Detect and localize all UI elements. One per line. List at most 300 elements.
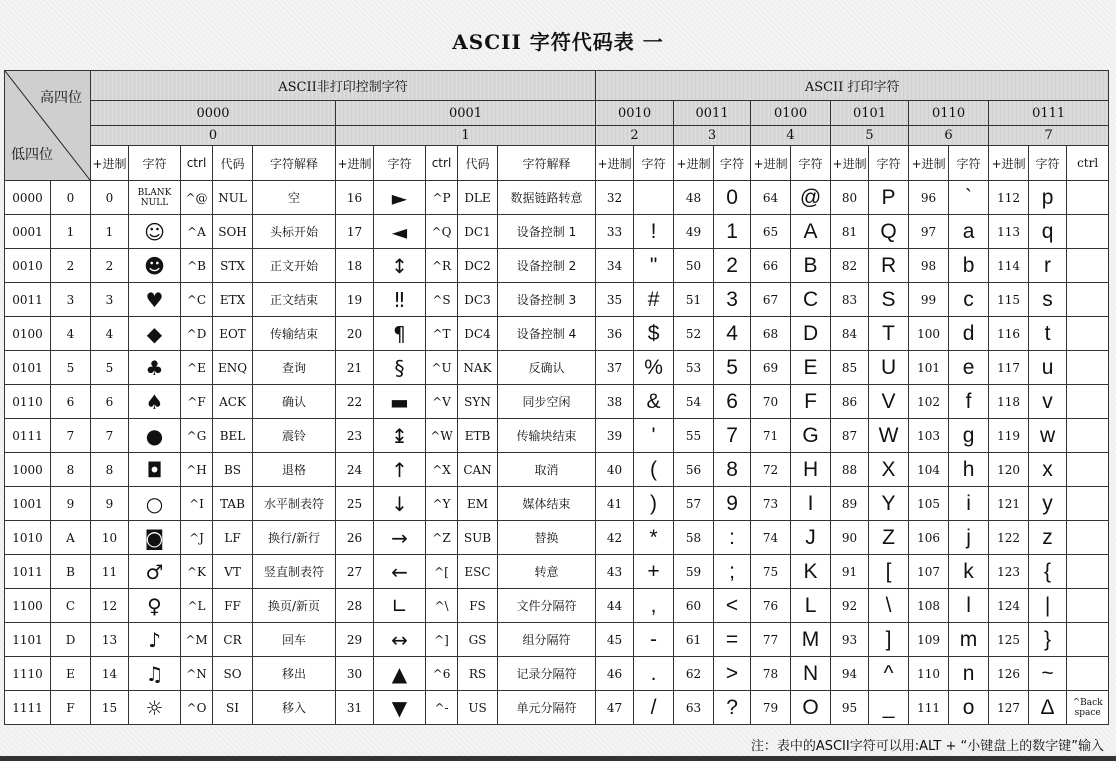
decimal-value: 23 bbox=[336, 419, 374, 453]
low-bits-hex: 1 bbox=[51, 215, 91, 249]
low-bits-binary: 1100 bbox=[5, 589, 51, 623]
printable-char: n bbox=[949, 657, 989, 691]
printable-char: 2 bbox=[714, 249, 751, 283]
decimal-value: 114 bbox=[989, 249, 1029, 283]
decimal-value: 76 bbox=[751, 589, 791, 623]
ctrl-key bbox=[1067, 317, 1109, 351]
control-description: 替换 bbox=[498, 521, 596, 555]
control-code: GS bbox=[458, 623, 498, 657]
decimal-value: 65 bbox=[751, 215, 791, 249]
control-description: 组分隔符 bbox=[498, 623, 596, 657]
control-description: 退格 bbox=[253, 453, 336, 487]
ctrl-key bbox=[1067, 487, 1109, 521]
decimal-value: 88 bbox=[831, 453, 869, 487]
page-title: ASCII 字符代码表 一 bbox=[452, 30, 664, 54]
decimal-value: 36 bbox=[596, 317, 634, 351]
ctrl-key bbox=[1067, 249, 1109, 283]
decimal-value: 113 bbox=[989, 215, 1029, 249]
table-row bbox=[5, 317, 1109, 351]
ctrl-key: ^\ bbox=[426, 589, 458, 623]
printable-char: P bbox=[869, 181, 909, 215]
printable-char: ~ bbox=[1029, 657, 1067, 691]
printable-char: 1 bbox=[714, 215, 751, 249]
table-row bbox=[5, 351, 1109, 385]
ctrl-key: ^- bbox=[426, 691, 458, 725]
control-symbol: ‼ bbox=[374, 283, 426, 317]
ctrl-key bbox=[1067, 215, 1109, 249]
printable-char: > bbox=[714, 657, 751, 691]
low-bits-hex: 3 bbox=[51, 283, 91, 317]
control-description: 查询 bbox=[253, 351, 336, 385]
decimal-value: 4 bbox=[91, 317, 129, 351]
control-symbol: ◙ bbox=[129, 521, 181, 555]
ctrl-key bbox=[1067, 555, 1109, 589]
decimal-value: 53 bbox=[674, 351, 714, 385]
low-bits-binary: 1010 bbox=[5, 521, 51, 555]
decimal-value: 37 bbox=[596, 351, 634, 385]
printable-char: \ bbox=[869, 589, 909, 623]
ctrl-key bbox=[1067, 181, 1109, 215]
control-symbol: → bbox=[374, 521, 426, 555]
printable-char: 7 bbox=[714, 419, 751, 453]
table-row bbox=[5, 215, 1109, 249]
control-code: NUL bbox=[213, 181, 253, 215]
ctrl-key: ^Y bbox=[426, 487, 458, 521]
control-symbol: ← bbox=[374, 555, 426, 589]
high-bits-hex: 1 bbox=[336, 126, 596, 146]
printable-char: , bbox=[634, 589, 674, 623]
printable-char: < bbox=[714, 589, 751, 623]
decimal-value: 97 bbox=[909, 215, 949, 249]
decimal-value: 81 bbox=[831, 215, 869, 249]
ctrl-key: ^U bbox=[426, 351, 458, 385]
column-header-desc: 字符解释 bbox=[498, 146, 596, 181]
ctrl-key: ^T bbox=[426, 317, 458, 351]
control-description: 记录分隔符 bbox=[498, 657, 596, 691]
low-bits-hex: D bbox=[51, 623, 91, 657]
control-symbol: ♀ bbox=[129, 589, 181, 623]
printable-char: $ bbox=[634, 317, 674, 351]
column-header-char: 字符 bbox=[634, 146, 674, 181]
printable-char: L bbox=[791, 589, 831, 623]
table-row bbox=[5, 589, 1109, 623]
control-description: 同步空闲 bbox=[498, 385, 596, 419]
printable-char: 4 bbox=[714, 317, 751, 351]
decimal-value: 69 bbox=[751, 351, 791, 385]
low-bits-binary: 0001 bbox=[5, 215, 51, 249]
control-code: SO bbox=[213, 657, 253, 691]
printable-char: ^ bbox=[869, 657, 909, 691]
ctrl-key bbox=[1067, 351, 1109, 385]
decimal-value: 100 bbox=[909, 317, 949, 351]
decimal-value: 1 bbox=[91, 215, 129, 249]
high-bits-binary: 0000 bbox=[91, 101, 336, 126]
decimal-value: 68 bbox=[751, 317, 791, 351]
printable-char: h bbox=[949, 453, 989, 487]
control-symbol: ☺ bbox=[129, 215, 181, 249]
control-code: US bbox=[458, 691, 498, 725]
low-bits-hex: 6 bbox=[51, 385, 91, 419]
decimal-value: 70 bbox=[751, 385, 791, 419]
decimal-value: 26 bbox=[336, 521, 374, 555]
decimal-value: 118 bbox=[989, 385, 1029, 419]
printable-char: H bbox=[791, 453, 831, 487]
control-symbol: ☼ bbox=[129, 691, 181, 725]
decimal-value: 112 bbox=[989, 181, 1029, 215]
control-description: 换行/新行 bbox=[253, 521, 336, 555]
control-description: 头标开始 bbox=[253, 215, 336, 249]
decimal-value: 80 bbox=[831, 181, 869, 215]
control-symbol: ● bbox=[129, 419, 181, 453]
low-bits-binary: 0000 bbox=[5, 181, 51, 215]
decimal-value: 94 bbox=[831, 657, 869, 691]
control-description: 确认 bbox=[253, 385, 336, 419]
printable-char: D bbox=[791, 317, 831, 351]
column-header-code: 代码 bbox=[213, 146, 253, 181]
printable-char: E bbox=[791, 351, 831, 385]
decimal-value: 22 bbox=[336, 385, 374, 419]
decimal-value: 13 bbox=[91, 623, 129, 657]
decimal-value: 40 bbox=[596, 453, 634, 487]
decimal-value: 91 bbox=[831, 555, 869, 589]
column-header-dec: +进制 bbox=[751, 146, 791, 181]
printable-char: B bbox=[791, 249, 831, 283]
control-description: 正文开始 bbox=[253, 249, 336, 283]
decimal-value: 19 bbox=[336, 283, 374, 317]
decimal-value: 109 bbox=[909, 623, 949, 657]
printable-char: & bbox=[634, 385, 674, 419]
decimal-value: 111 bbox=[909, 691, 949, 725]
control-code: FS bbox=[458, 589, 498, 623]
decimal-value: 119 bbox=[989, 419, 1029, 453]
column-header-char: 字符 bbox=[791, 146, 831, 181]
decimal-value: 121 bbox=[989, 487, 1029, 521]
control-code: BEL bbox=[213, 419, 253, 453]
control-description: 设备控制 1 bbox=[498, 215, 596, 249]
decimal-value: 96 bbox=[909, 181, 949, 215]
column-header-desc: 字符解释 bbox=[253, 146, 336, 181]
control-symbol: ♣ bbox=[129, 351, 181, 385]
decimal-value: 28 bbox=[336, 589, 374, 623]
control-description: 设备控制 3 bbox=[498, 283, 596, 317]
high-bits-hex: 7 bbox=[989, 126, 1109, 146]
control-code: SI bbox=[213, 691, 253, 725]
printable-char: u bbox=[1029, 351, 1067, 385]
decimal-value: 84 bbox=[831, 317, 869, 351]
table-row bbox=[5, 555, 1109, 589]
table-row bbox=[5, 385, 1109, 419]
printable-char: t bbox=[1029, 317, 1067, 351]
decimal-value: 8 bbox=[91, 453, 129, 487]
decimal-value: 103 bbox=[909, 419, 949, 453]
control-symbol: ☻ bbox=[129, 249, 181, 283]
control-symbol: ◆ bbox=[129, 317, 181, 351]
printable-char: R bbox=[869, 249, 909, 283]
control-code: CR bbox=[213, 623, 253, 657]
decimal-value: 106 bbox=[909, 521, 949, 555]
printable-char: * bbox=[634, 521, 674, 555]
printable-char: z bbox=[1029, 521, 1067, 555]
high-bits-binary: 0100 bbox=[751, 101, 831, 126]
control-code: DC3 bbox=[458, 283, 498, 317]
decimal-value: 18 bbox=[336, 249, 374, 283]
printable-char: + bbox=[634, 555, 674, 589]
decimal-value: 24 bbox=[336, 453, 374, 487]
control-description: 设备控制 4 bbox=[498, 317, 596, 351]
high-bits-binary: 0010 bbox=[596, 101, 674, 126]
decimal-value: 0 bbox=[91, 181, 129, 215]
decimal-value: 59 bbox=[674, 555, 714, 589]
low-bits-binary: 1101 bbox=[5, 623, 51, 657]
control-symbol: ↓ bbox=[374, 487, 426, 521]
control-code: DC4 bbox=[458, 317, 498, 351]
printable-char: 6 bbox=[714, 385, 751, 419]
control-symbol: ∟ bbox=[374, 589, 426, 623]
printable-char: @ bbox=[791, 181, 831, 215]
printable-char: d bbox=[949, 317, 989, 351]
ctrl-key: ^6 bbox=[426, 657, 458, 691]
print-group-header: ASCII 打印字符 bbox=[596, 71, 1109, 101]
printable-char: Q bbox=[869, 215, 909, 249]
low-bits-hex: E bbox=[51, 657, 91, 691]
ctrl-key: ^F bbox=[181, 385, 213, 419]
decimal-value: 125 bbox=[989, 623, 1029, 657]
control-symbol: BLANK NULL bbox=[129, 181, 181, 215]
ctrl-key bbox=[1067, 521, 1109, 555]
ctrl-key bbox=[1067, 589, 1109, 623]
ctrl-key: ^[ bbox=[426, 555, 458, 589]
decimal-value: 32 bbox=[596, 181, 634, 215]
decimal-value: 56 bbox=[674, 453, 714, 487]
control-description: 媒体结束 bbox=[498, 487, 596, 521]
decimal-value: 115 bbox=[989, 283, 1029, 317]
ctrl-key: ^H bbox=[181, 453, 213, 487]
printable-char: - bbox=[634, 623, 674, 657]
ctrl-key: ^R bbox=[426, 249, 458, 283]
printable-char: j bbox=[949, 521, 989, 555]
printable-char: M bbox=[791, 623, 831, 657]
printable-char: I bbox=[791, 487, 831, 521]
control-symbol: ♠ bbox=[129, 385, 181, 419]
decimal-value: 99 bbox=[909, 283, 949, 317]
printable-char: x bbox=[1029, 453, 1067, 487]
printable-char: A bbox=[791, 215, 831, 249]
ctrl-key: ^Q bbox=[426, 215, 458, 249]
table-row bbox=[5, 487, 1109, 521]
ctrl-key bbox=[1067, 283, 1109, 317]
table-row bbox=[5, 249, 1109, 283]
decimal-value: 10 bbox=[91, 521, 129, 555]
control-code: ETX bbox=[213, 283, 253, 317]
decimal-value: 27 bbox=[336, 555, 374, 589]
ctrl-key: ^K bbox=[181, 555, 213, 589]
ctrl-key: ^W bbox=[426, 419, 458, 453]
control-code: STX bbox=[213, 249, 253, 283]
decimal-value: 17 bbox=[336, 215, 374, 249]
control-description: 传输块结束 bbox=[498, 419, 596, 453]
control-description: 移入 bbox=[253, 691, 336, 725]
printable-char: F bbox=[791, 385, 831, 419]
ctrl-key: ^C bbox=[181, 283, 213, 317]
decimal-value: 44 bbox=[596, 589, 634, 623]
printable-char: O bbox=[791, 691, 831, 725]
printable-char: e bbox=[949, 351, 989, 385]
decimal-value: 38 bbox=[596, 385, 634, 419]
printable-char: % bbox=[634, 351, 674, 385]
control-code: TAB bbox=[213, 487, 253, 521]
decimal-value: 9 bbox=[91, 487, 129, 521]
decimal-value: 89 bbox=[831, 487, 869, 521]
ctrl-key: ^S bbox=[426, 283, 458, 317]
decimal-value: 60 bbox=[674, 589, 714, 623]
printable-char: k bbox=[949, 555, 989, 589]
control-description: 单元分隔符 bbox=[498, 691, 596, 725]
high-bits-label: 高四位 bbox=[40, 90, 82, 106]
printable-char: l bbox=[949, 589, 989, 623]
low-bits-binary: 0111 bbox=[5, 419, 51, 453]
printable-char: V bbox=[869, 385, 909, 419]
ctrl-key: ^V bbox=[426, 385, 458, 419]
high-bits-hex: 5 bbox=[831, 126, 909, 146]
column-header-ctrl: ctrl bbox=[1067, 146, 1109, 181]
printable-char: / bbox=[634, 691, 674, 725]
control-symbol: ◘ bbox=[129, 453, 181, 487]
control-description: 设备控制 2 bbox=[498, 249, 596, 283]
printable-char: U bbox=[869, 351, 909, 385]
printable-char: C bbox=[791, 283, 831, 317]
control-symbol: ◄ bbox=[374, 215, 426, 249]
printable-char: o bbox=[949, 691, 989, 725]
printable-char: ) bbox=[634, 487, 674, 521]
decimal-value: 55 bbox=[674, 419, 714, 453]
column-header-char: 字符 bbox=[714, 146, 751, 181]
control-symbol: ♂ bbox=[129, 555, 181, 589]
low-bits-binary: 1111 bbox=[5, 691, 51, 725]
control-description: 正文结束 bbox=[253, 283, 336, 317]
control-description: 移出 bbox=[253, 657, 336, 691]
corner-header bbox=[5, 71, 91, 181]
decimal-value: 2 bbox=[91, 249, 129, 283]
printable-char: : bbox=[714, 521, 751, 555]
high-bits-binary: 0011 bbox=[674, 101, 751, 126]
printable-char: _ bbox=[869, 691, 909, 725]
printable-char: N bbox=[791, 657, 831, 691]
decimal-value: 16 bbox=[336, 181, 374, 215]
control-code: SOH bbox=[213, 215, 253, 249]
low-bits-hex: 4 bbox=[51, 317, 91, 351]
decimal-value: 43 bbox=[596, 555, 634, 589]
printable-char: | bbox=[1029, 589, 1067, 623]
printable-char: ; bbox=[714, 555, 751, 589]
printable-char: S bbox=[869, 283, 909, 317]
decimal-value: 74 bbox=[751, 521, 791, 555]
printable-char: = bbox=[714, 623, 751, 657]
decimal-value: 78 bbox=[751, 657, 791, 691]
decimal-value: 71 bbox=[751, 419, 791, 453]
control-code: DC1 bbox=[458, 215, 498, 249]
decimal-value: 50 bbox=[674, 249, 714, 283]
control-description: 空 bbox=[253, 181, 336, 215]
high-bits-binary: 0110 bbox=[909, 101, 989, 126]
decimal-value: 62 bbox=[674, 657, 714, 691]
high-bits-binary: 0001 bbox=[336, 101, 596, 126]
control-description: 反确认 bbox=[498, 351, 596, 385]
column-header-dec: +进制 bbox=[596, 146, 634, 181]
decimal-value: 93 bbox=[831, 623, 869, 657]
decimal-value: 54 bbox=[674, 385, 714, 419]
printable-char: T bbox=[869, 317, 909, 351]
table-row bbox=[5, 181, 1109, 215]
decimal-value: 102 bbox=[909, 385, 949, 419]
decimal-value: 12 bbox=[91, 589, 129, 623]
decimal-value: 75 bbox=[751, 555, 791, 589]
control-code: DLE bbox=[458, 181, 498, 215]
decimal-value: 73 bbox=[751, 487, 791, 521]
low-bits-hex: 8 bbox=[51, 453, 91, 487]
low-bits-hex: 0 bbox=[51, 181, 91, 215]
control-code: VT bbox=[213, 555, 253, 589]
control-symbol: ↕ bbox=[374, 249, 426, 283]
printable-char bbox=[634, 181, 674, 215]
low-bits-binary: 0101 bbox=[5, 351, 51, 385]
decimal-value: 29 bbox=[336, 623, 374, 657]
printable-char: J bbox=[791, 521, 831, 555]
low-bits-binary: 1000 bbox=[5, 453, 51, 487]
table-row bbox=[5, 419, 1109, 453]
low-bits-hex: C bbox=[51, 589, 91, 623]
decimal-value: 98 bbox=[909, 249, 949, 283]
printable-char: f bbox=[949, 385, 989, 419]
decimal-value: 14 bbox=[91, 657, 129, 691]
control-code: RS bbox=[458, 657, 498, 691]
column-header-ctrl: ctrl bbox=[426, 146, 458, 181]
printable-char: s bbox=[1029, 283, 1067, 317]
decimal-value: 83 bbox=[831, 283, 869, 317]
table-row bbox=[5, 283, 1109, 317]
low-bits-label: 低四位 bbox=[11, 147, 53, 163]
low-bits-binary: 1110 bbox=[5, 657, 51, 691]
control-symbol: ▬ bbox=[374, 385, 426, 419]
decimal-value: 90 bbox=[831, 521, 869, 555]
high-bits-hex: 4 bbox=[751, 126, 831, 146]
printable-char: a bbox=[949, 215, 989, 249]
decimal-value: 7 bbox=[91, 419, 129, 453]
decimal-value: 77 bbox=[751, 623, 791, 657]
ctrl-key: ^Z bbox=[426, 521, 458, 555]
printable-char: 9 bbox=[714, 487, 751, 521]
control-symbol: ↑ bbox=[374, 453, 426, 487]
decimal-value: 30 bbox=[336, 657, 374, 691]
printable-char: ? bbox=[714, 691, 751, 725]
column-header-dec: +进制 bbox=[336, 146, 374, 181]
decimal-value: 105 bbox=[909, 487, 949, 521]
high-bits-binary: 0111 bbox=[989, 101, 1109, 126]
decimal-value: 33 bbox=[596, 215, 634, 249]
low-bits-hex: A bbox=[51, 521, 91, 555]
control-description: 文件分隔符 bbox=[498, 589, 596, 623]
low-bits-binary: 0110 bbox=[5, 385, 51, 419]
ctrl-key: ^D bbox=[181, 317, 213, 351]
printable-char: 8 bbox=[714, 453, 751, 487]
decimal-value: 117 bbox=[989, 351, 1029, 385]
control-description: 竖直制表符 bbox=[253, 555, 336, 589]
control-code: ENQ bbox=[213, 351, 253, 385]
high-bits-binary: 0101 bbox=[831, 101, 909, 126]
control-code: ETB bbox=[458, 419, 498, 453]
column-header-code: 代码 bbox=[458, 146, 498, 181]
decimal-value: 34 bbox=[596, 249, 634, 283]
ctrl-key: ^I bbox=[181, 487, 213, 521]
